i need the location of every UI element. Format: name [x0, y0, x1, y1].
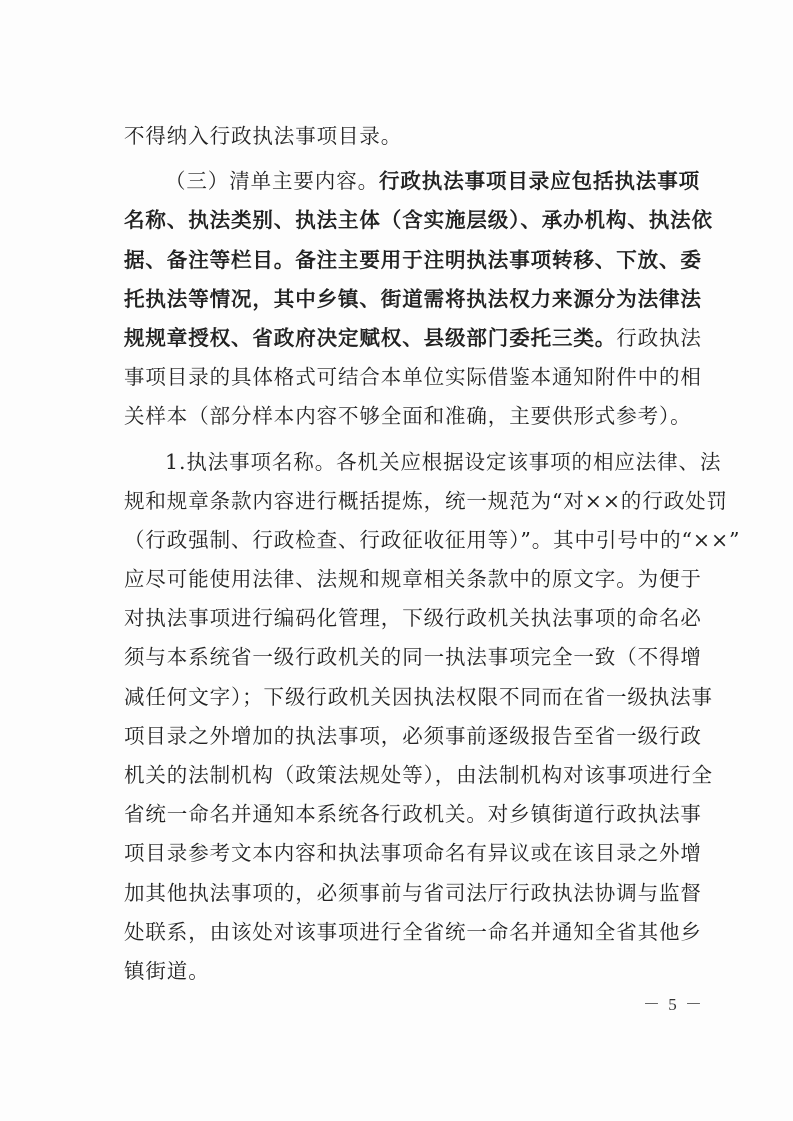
text-line [124, 560, 702, 599]
text-line [124, 913, 702, 952]
text-line [124, 874, 702, 913]
text-line [124, 834, 702, 873]
text-run: （三）清单主要内容。 [165, 169, 379, 194]
page-number: － 5 － [643, 995, 704, 1014]
text-line [124, 678, 713, 717]
text-run: （行政强制、行政检查、行政征收征用等）”。其中引号中的“××” [124, 527, 741, 552]
bold-text-run: 行政执法事项目录应包括执法事项 [379, 169, 700, 194]
text-line [124, 162, 700, 201]
bold-text-run: 据、备注等栏目。备注主要用于注明执法事项转移、下放、委 [124, 247, 702, 272]
text-line [124, 241, 702, 280]
text-line [124, 280, 702, 319]
text-run: 关样本（部分样本内容不够全面和准确，主要供形式参考）。 [124, 404, 692, 429]
text-run: 处联系，由该处对该事项进行全省统一命名并通知全省其他乡 [124, 919, 702, 944]
text-line [124, 319, 702, 358]
text-run: 项目录参考文本内容和执法事项命名有异议或在该目录之外增 [124, 841, 702, 866]
text-line [124, 201, 713, 240]
text-line [124, 795, 702, 834]
text-run: 1.执法事项名称。各机关应根据设定该事项的相应法律、法 [165, 449, 722, 474]
text-line [124, 599, 702, 638]
body-text [124, 117, 741, 991]
text-run: 不得纳入行政执法事项目录。 [124, 124, 403, 148]
bold-text-run: 规规章授权、省政府决定赋权、县级部门委托三类。 [124, 325, 617, 350]
text-line [124, 521, 741, 560]
text-line [124, 397, 694, 436]
text-line [124, 756, 713, 795]
text-line [124, 638, 702, 677]
text-run: 规和规章条款内容进行概括提炼，统一规范为“对××的行政处罚 [124, 488, 728, 513]
text-line [124, 443, 722, 482]
text-run: 对执法事项进行编码化管理，下级行政机关执法事项的命名必 [124, 606, 702, 631]
text-run: 加其他执法事项的，必须事前与省司法厅行政执法协调与监督 [124, 880, 702, 905]
text-run: 事项目录的具体格式可结合本单位实际借鉴本通知附件中的相 [124, 365, 702, 390]
text-line [124, 482, 728, 521]
text-run: 减任何文字）；下级行政机关因执法权限不同而在省一级执法事 [124, 684, 713, 709]
bold-text-run: 托执法等情况，其中乡镇、街道需将执法权力来源分为法律法 [124, 286, 702, 311]
text-run: 行政执法 [616, 325, 702, 350]
text-run: 应尽可能使用法律、法规和规章相关条款中的原文字。为便于 [124, 567, 702, 592]
text-line [124, 117, 694, 156]
text-line [124, 358, 702, 397]
bold-text-run: 名称、执法类别、执法主体（含实施层级）、承办机构、执法依 [124, 208, 713, 233]
text-line [124, 717, 702, 756]
text-line [124, 952, 694, 991]
text-run: 省统一命名并通知本系统各行政机关。对乡镇街道行政执法事 [124, 802, 702, 827]
text-run: 机关的法制机构（政策法规处等），由法制机构对该事项进行全 [124, 763, 713, 787]
text-run: 项目录之外增加的执法事项，必须事前逐级报告至省一级行政 [124, 723, 702, 748]
text-run: 须与本系统省一级行政机关的同一执法事项完全一致（不得增 [124, 645, 702, 670]
text-run: 镇街道。 [124, 958, 210, 983]
